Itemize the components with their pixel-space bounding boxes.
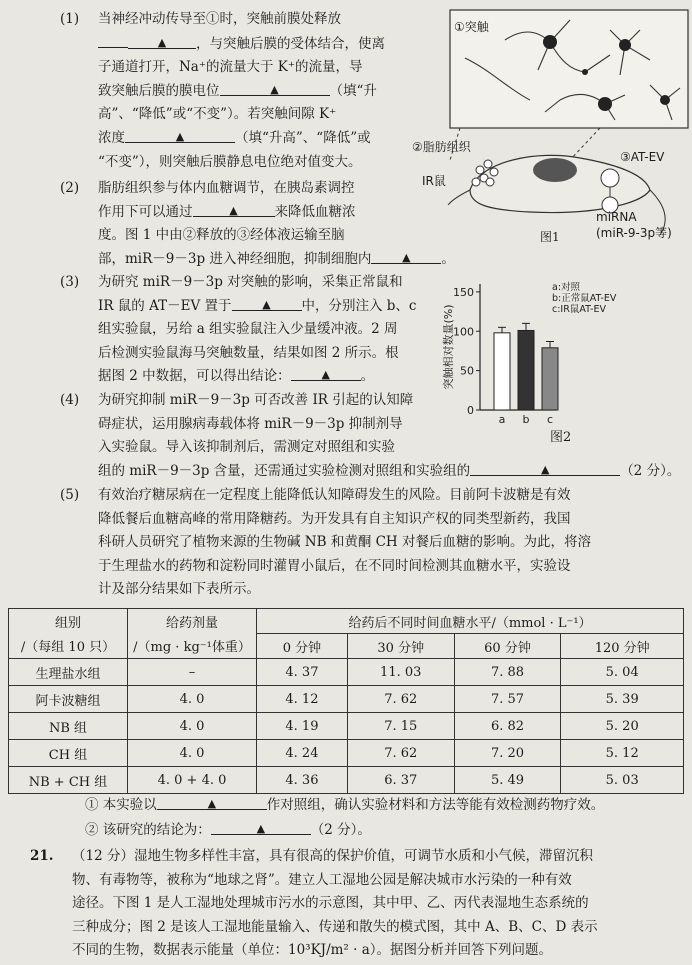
y-tick-label: 150 (453, 285, 474, 299)
glucose-value-cell: 5. 04 (561, 659, 684, 686)
text-line (98, 151, 385, 175)
text-segment: 为研究 miR－9－3p 对突触的影响，采集正常鼠和 (98, 274, 403, 290)
glucose-value-cell: 7. 57 (454, 686, 561, 713)
text-line (98, 342, 417, 366)
answer-blank[interactable] (291, 365, 361, 381)
text-line (98, 484, 591, 508)
blood-glucose-table (8, 608, 684, 794)
y-axis-label: 突触相对数量(%) (442, 304, 455, 390)
text-segment: 部，miR－9－3p 进入神经细胞，抑制细胞内 (98, 250, 372, 267)
text-segment: 。 (441, 250, 455, 267)
x-tick-label: a (498, 413, 506, 426)
text-segment: “不变”），则突触后膜静息电位绝对值变大。 (98, 153, 362, 170)
text-line (98, 271, 417, 295)
glucose-value-cell: 5. 49 (454, 767, 561, 794)
answer-blank[interactable] (125, 127, 235, 143)
figure-1-drawing (410, 0, 690, 258)
text-segment: 组的 miR－9－3p 含量，还需通过实验检测对照组和实验组的 (98, 462, 471, 479)
text-line (98, 295, 417, 319)
text-segment: ① 本实验以 (85, 797, 157, 813)
text-segment: 组实验鼠，另给 a 组实验鼠注入少量缓冲液。2 周 (98, 321, 398, 338)
glucose-value-cell: 7. 62 (347, 686, 454, 713)
text-segment: 于生理盐水的药物和淀粉同时灌胃小鼠后，在不同时间检测其血糖水平，实验设 (98, 557, 571, 574)
x-tick-label: c (546, 413, 554, 426)
text-line (98, 508, 591, 532)
answer-blank[interactable] (157, 794, 267, 810)
y-tick-label: 0 (467, 404, 474, 417)
table-row (9, 767, 684, 794)
answer-blank[interactable] (470, 460, 620, 476)
question-text (98, 484, 591, 602)
question-number: (5) (60, 487, 80, 503)
answer-blank[interactable] (220, 80, 330, 96)
text-line (98, 103, 385, 127)
text-line: 不同的生物，数据表示能量（单位：10³KJ/m² · a）。据图分析并回答下列问题。 (72, 942, 553, 959)
text-line (98, 578, 591, 602)
sub-question-1 (85, 794, 685, 818)
text-line (98, 248, 455, 272)
text-line (98, 80, 385, 104)
legend-entry: a:对照 (552, 282, 581, 293)
text-line (98, 318, 417, 342)
text-line (98, 555, 591, 579)
question-number: (4) (60, 392, 80, 408)
table-row (9, 713, 684, 740)
glucose-value-cell: 4. 24 (257, 740, 348, 767)
text-line (98, 56, 385, 80)
text-segment: 碍症状，运用腺病毒载体将 miR－9－3p 抑制剂导 (98, 415, 403, 432)
dose-cell: – (128, 659, 257, 686)
text-segment: 入实验鼠。导入该抑制剂后，需测定对照组和实验 (98, 439, 395, 456)
figure-1-caption: 图1 (540, 230, 560, 244)
text-segment: ，与突触后膜的受体结合，使离 (196, 35, 385, 52)
blank-marker-icon: ▲ (262, 297, 271, 311)
mirna-label-2: (miR-9-3p等) (596, 226, 672, 240)
text-segment: 致突触后膜的膜电位 (98, 82, 220, 99)
blank-marker-icon: ▲ (270, 82, 279, 96)
header-time: 30 分钟 (347, 634, 454, 659)
ir-mouse-label: IR鼠 (422, 174, 446, 188)
question-5 (60, 484, 690, 606)
text-segment: 当神经冲动传导至①时，突触前膜处释放 (98, 11, 341, 27)
text-line (98, 531, 591, 555)
glucose-value-cell: 7. 62 (347, 740, 454, 767)
text-segment: 子通道打开，Na⁺的流量大于 K⁺的流量，导 (98, 59, 363, 76)
blank-marker-icon: ▲ (229, 203, 238, 217)
blank-marker-icon: ▲ (321, 368, 330, 382)
text-segment: IR 鼠的 AT－EV 置于 (98, 297, 232, 314)
question-number: 21. (30, 848, 54, 864)
y-tick-label: 100 (453, 325, 474, 339)
text-line (98, 177, 455, 201)
glucose-value-cell: 7. 15 (347, 713, 454, 740)
text-segment: 度。图 1 中由②释放的③经体液运输至脑 (98, 227, 345, 244)
header-time: 120 分钟 (561, 634, 684, 659)
glucose-value-cell: 4. 37 (257, 659, 348, 686)
text-segment: 为研究抑制 miR－9－3p 可否改善 IR 引起的认知障 (98, 392, 414, 408)
text-segment: （2 分）。 (620, 462, 681, 479)
group-cell: NB + CH 组 (9, 767, 128, 794)
legend-entry: b:正常鼠AT-EV (552, 293, 617, 304)
legend-entry: c:IR鼠AT-EV (552, 304, 606, 315)
glucose-value-cell: 5. 20 (561, 713, 684, 740)
text-segment: 作用下可以通过 (98, 203, 193, 220)
text-line (85, 794, 685, 818)
header-time: 60 分钟 (454, 634, 561, 659)
text-line (98, 32, 385, 57)
text-line: （12 分）湿地生物多样性丰富，具有很高的保护价值，可调节水质和小气候，滞留沉积 (72, 848, 593, 864)
glucose-value-cell: 6. 82 (454, 713, 561, 740)
group-cell: NB 组 (9, 713, 128, 740)
blank-marker-icon: ▲ (540, 462, 550, 476)
blank-marker-icon: ▲ (256, 822, 266, 835)
glucose-value-cell: 4. 19 (257, 713, 348, 740)
at-ev-label: ③AT-EV (620, 150, 665, 164)
header-glucose-level: 给药后不同时间血糖水平/（mmol · L⁻¹） (257, 609, 684, 634)
figure-2-caption: 图2 (550, 430, 572, 445)
text-line (98, 127, 385, 151)
glucose-value-cell: 5. 12 (561, 740, 684, 767)
header-time: 0 分钟 (257, 634, 348, 659)
question-text (98, 177, 455, 271)
glucose-value-cell: 7. 20 (454, 740, 561, 767)
question-text (98, 8, 385, 174)
bar-a (494, 333, 510, 410)
adipose-label: ②脂肪组织 (412, 140, 471, 154)
x-tick-label: b (522, 413, 530, 426)
text-segment: 脂肪组织参与体内血糖调节，在胰岛素调控 (98, 180, 355, 196)
text-line (98, 460, 680, 484)
table-row (9, 686, 684, 713)
glucose-value-cell: 4. 36 (257, 767, 348, 794)
answer-blank[interactable] (193, 201, 275, 217)
text-segment: 来降低血糖浓 (274, 203, 356, 220)
synapse-label: ①突触 (454, 20, 489, 34)
text-segment: （填“升 (329, 82, 377, 99)
table-row (9, 659, 684, 686)
question-number: (2) (60, 180, 80, 196)
bar-c (542, 348, 558, 410)
group-cell: CH 组 (9, 740, 128, 767)
text-segment: 中，分别注入 b、c (301, 297, 417, 314)
blank-marker-icon: ▲ (157, 35, 167, 49)
glucose-value-cell: 4. 12 (257, 686, 348, 713)
answer-blank[interactable] (211, 819, 311, 835)
dose-cell: 4. 0 (128, 713, 257, 740)
bar-b (518, 330, 534, 410)
text-line (98, 8, 385, 32)
table-body (9, 659, 684, 794)
text-segment: 浓度 (98, 129, 125, 146)
group-cell: 生理盐水组 (9, 659, 128, 686)
figure-2-chart (438, 272, 638, 444)
glucose-value-cell: 11. 03 (347, 659, 454, 686)
header-dose: 给药剂量 (128, 609, 257, 634)
text-segment: 降低餐后血糖高峰的常用降糖药。为开发具有自主知识产权的同类型新药，我国 (98, 510, 571, 527)
glucose-value-cell: 5. 03 (561, 767, 684, 794)
figure-1 (410, 0, 690, 258)
header-dose-sub: /（mg · kg⁻¹体重） (128, 634, 257, 659)
dose-cell: 4. 0 + 4. 0 (128, 767, 257, 794)
text-line (85, 819, 685, 843)
table-row (9, 740, 684, 767)
answer-blank[interactable] (232, 295, 302, 311)
group-cell: 阿卡波糖组 (9, 686, 128, 713)
question-text (98, 271, 417, 389)
text-line: 物、有毒物等，被称为“地球之肾”。建立人工湿地公园是解决城市水污染的一种有效 (72, 871, 572, 888)
question-number: (3) (60, 274, 80, 290)
bar-chart (438, 272, 638, 444)
dose-cell: 4. 0 (128, 740, 257, 767)
text-line (98, 365, 417, 389)
question-2 (60, 177, 455, 273)
answer-blank[interactable] (128, 33, 196, 49)
glucose-value-cell: 6. 37 (347, 767, 454, 794)
mirna-label: miRNA (596, 210, 637, 224)
header-group: 组别 (9, 609, 128, 634)
glucose-value-cell: 7. 88 (454, 659, 561, 686)
text-segment: 作对照组，确认实验材料和方法等能有效检测药物疗效。 (266, 797, 605, 813)
question-number: (1) (60, 11, 80, 27)
text-segment: 据图 2 中数据，可以得出结论： (98, 368, 291, 385)
glucose-value-cell: 5. 39 (561, 686, 684, 713)
header-group-sub: /（每组 10 只） (9, 634, 128, 659)
text-segment: 高”、“降低”或“不变”）。若突触间隙 K⁺ (98, 106, 337, 123)
text-line: 三种成分；图 2 是该人工湿地能量输入、传递和散失的模式图，其中 A、B、C、D 表示 (72, 918, 598, 935)
text-segment: 。 (360, 368, 375, 385)
text-line: 途径。下图 1 是人工湿地处理城市污水的示意图，其中甲、乙、丙代表湿地生态系统的 (72, 895, 589, 912)
text-segment: 有效治疗糖尿病在一定程度上能降低认知障碍发生的风险。目前阿卡波糖是有效 (98, 487, 571, 503)
dose-cell: 4. 0 (128, 686, 257, 713)
text-segment: （填“升高”、“降低”或 (235, 129, 371, 146)
answer-blank[interactable] (98, 32, 128, 48)
blank-marker-icon: ▲ (402, 250, 411, 264)
text-line (98, 201, 455, 225)
blank-marker-icon: ▲ (207, 797, 217, 810)
question-1 (60, 8, 420, 178)
y-tick-label: 50 (460, 364, 474, 378)
text-segment: 后检测实验鼠海马突触数量，结果如图 2 所示。根 (98, 344, 399, 361)
question-3 (60, 271, 450, 391)
text-segment: ② 该研究的结论为： (85, 822, 211, 838)
text-line (98, 224, 455, 248)
sub-question-2 (85, 819, 685, 843)
question-text (72, 845, 598, 963)
text-segment: 计及部分结果如下表所示。 (98, 581, 260, 598)
text-segment: （2 分）。 (310, 822, 371, 838)
blank-marker-icon: ▲ (175, 129, 185, 143)
text-segment: 科研人员研究了植物来源的生物碱 NB 和黄酮 CH 对餐后血糖的影响。为此，将溶 (98, 534, 591, 551)
